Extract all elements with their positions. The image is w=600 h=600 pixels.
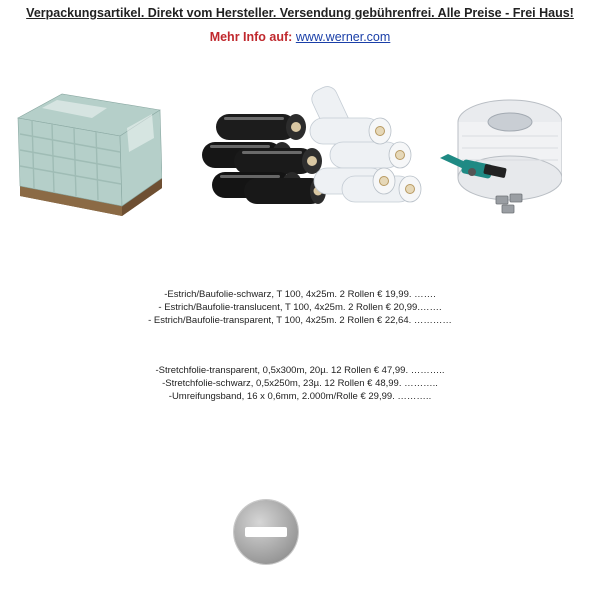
- product-photos: [12, 78, 588, 218]
- headline: Verpackungsartikel. Direkt vom Hersteller. Versendung gebührenfrei. Alle Preise - Frei Haus!: [26, 6, 574, 20]
- product-item: -Estrich/Baufolie-schwarz, T 100, 4x25m. 2 Rollen € 19,99. …….: [164, 289, 436, 300]
- info-line: [0, 30, 600, 44]
- product-list-film: [0, 288, 600, 327]
- strapping-band-tool-image: [432, 78, 562, 218]
- no-entry-bar: [245, 527, 287, 537]
- product-item: - Estrich/Baufolie-transparent, T 100, 4x25m. 2 Rollen € 22,64. …………: [148, 315, 452, 326]
- info-label: Mehr Info auf:: [209, 30, 293, 44]
- pallet-film-rolls-image: [12, 78, 162, 218]
- product-item: -Stretchfolie-schwarz, 0,5x250m, 23µ. 12 Rollen € 48,99. ………..: [162, 378, 438, 389]
- product-item: - Estrich/Baufolie-translucent, T 100, 4x25m. 2 Rollen € 20,99.…….: [158, 302, 442, 313]
- website-link[interactable]: www.werner.com: [295, 30, 391, 44]
- product-list-stretch: [0, 364, 600, 403]
- product-item: -Stretchfolie-transparent, 0,5x300m, 20µ. 12 Rollen € 47,99. ………..: [155, 365, 445, 376]
- no-entry-icon: [234, 500, 298, 564]
- clear-stretch-film-image: [306, 78, 424, 218]
- product-item: -Umreifungsband, 16 x 0,6mm, 2.000m/Rolle € 29,99. ………..: [168, 391, 432, 402]
